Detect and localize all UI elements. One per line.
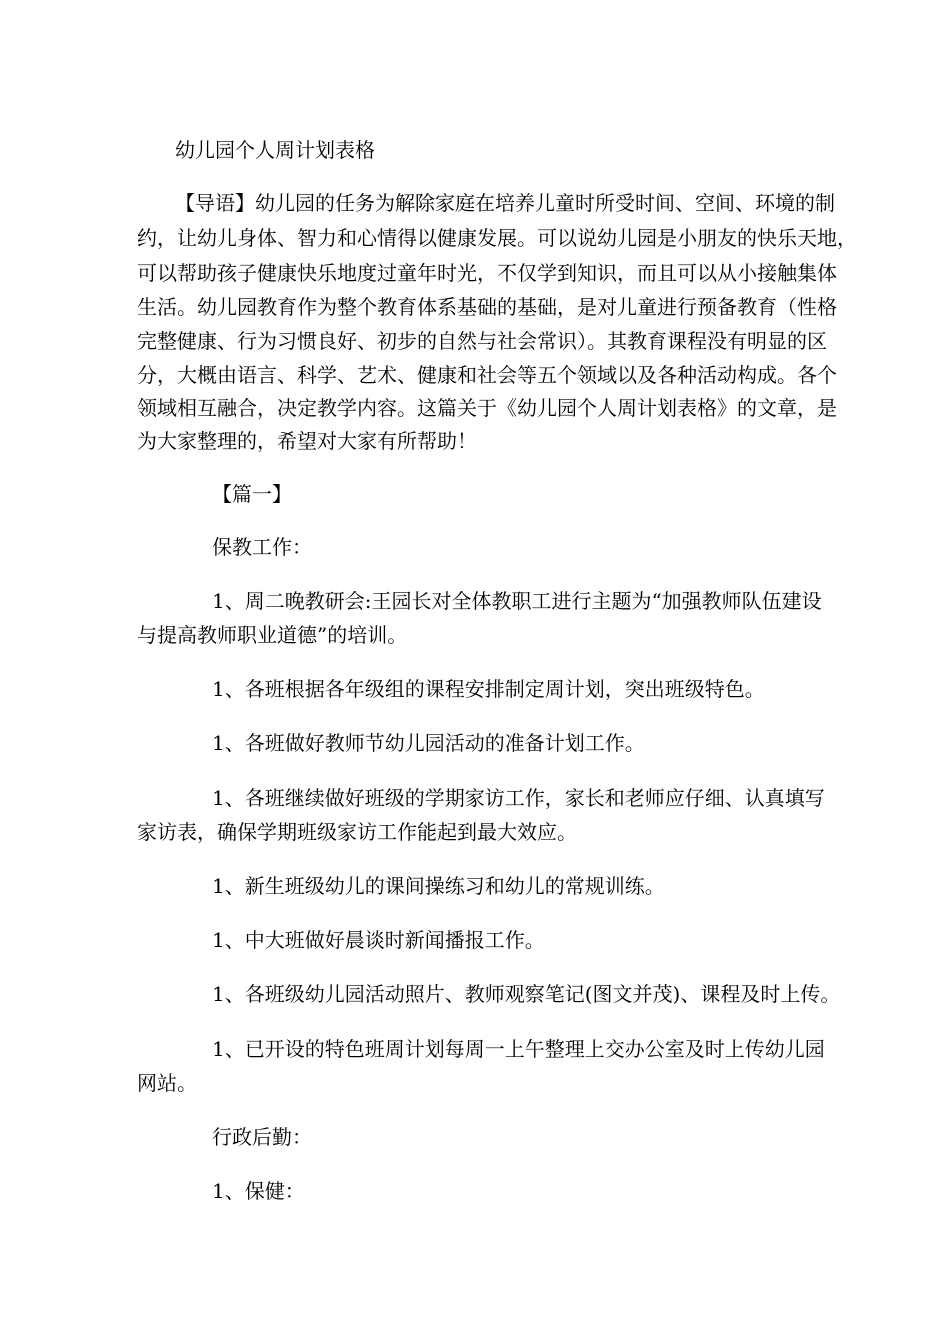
list-item-continuation: 网站。 (137, 1071, 197, 1095)
intro-line: 分，大概由语言、科学、艺术、健康和社会等五个领域以及各种活动构成。各个 (137, 363, 837, 387)
intro-line: 约，让幼儿身体、智力和心情得以健康发展。可以说幼儿园是小朋友的快乐天地， (137, 226, 857, 250)
section-heading: 【篇一】 (212, 482, 292, 506)
subheading-admin: 行政后勤： (212, 1125, 312, 1149)
list-item-continuation: 家访表，确保学期班级家访工作能起到最大效应。 (137, 820, 577, 844)
intro-line: 领域相互融合，决定教学内容。这篇关于《幼儿园个人周计划表格》的文章，是 (137, 396, 837, 420)
list-item: 1、各班继续做好班级的学期家访工作，家长和老师应仔细、认真填写 (212, 786, 825, 810)
list-item: 1、保健： (212, 1179, 305, 1203)
list-item: 1、各班级幼儿园活动照片、教师观察笔记(图文并茂)、课程及时上传。 (212, 982, 841, 1006)
list-item: 1、新生班级幼儿的课间操练习和幼儿的常规训练。 (212, 874, 665, 898)
list-item-continuation: 与提高教师职业道德”的培训。 (137, 623, 408, 647)
intro-line: 生活。幼儿园教育作为整个教育体系基础的基础，是对儿童进行预备教育（性格 (137, 295, 837, 319)
intro-line: 为大家整理的，希望对大家有所帮助！ (137, 429, 477, 453)
list-item: 1、各班根据各年级组的课程安排制定周计划，突出班级特色。 (212, 677, 765, 701)
intro-line: 可以帮助孩子健康快乐地度过童年时光，不仅学到知识，而且可以从小接触集体 (137, 261, 837, 285)
list-item: 1、已开设的特色班周计划每周一上午整理上交办公室及时上传幼儿园 (212, 1037, 825, 1061)
list-item: 1、周二晚教研会:王园长对全体教职工进行主题为“加强教师队伍建设 (212, 589, 822, 613)
document-title: 幼儿园个人周计划表格 (175, 138, 375, 162)
list-item: 1、中大班做好晨谈时新闻播报工作。 (212, 928, 545, 952)
intro-line: 完整健康、行为习惯良好、初步的自然与社会常识）。其教育课程没有明显的区 (137, 329, 827, 353)
list-item: 1、各班做好教师节幼儿园活动的准备计划工作。 (212, 731, 645, 755)
subheading-teaching: 保教工作： (212, 535, 312, 559)
intro-line: 【导语】幼儿园的任务为解除家庭在培养儿童时所受时间、空间、环境的制 (175, 191, 835, 215)
